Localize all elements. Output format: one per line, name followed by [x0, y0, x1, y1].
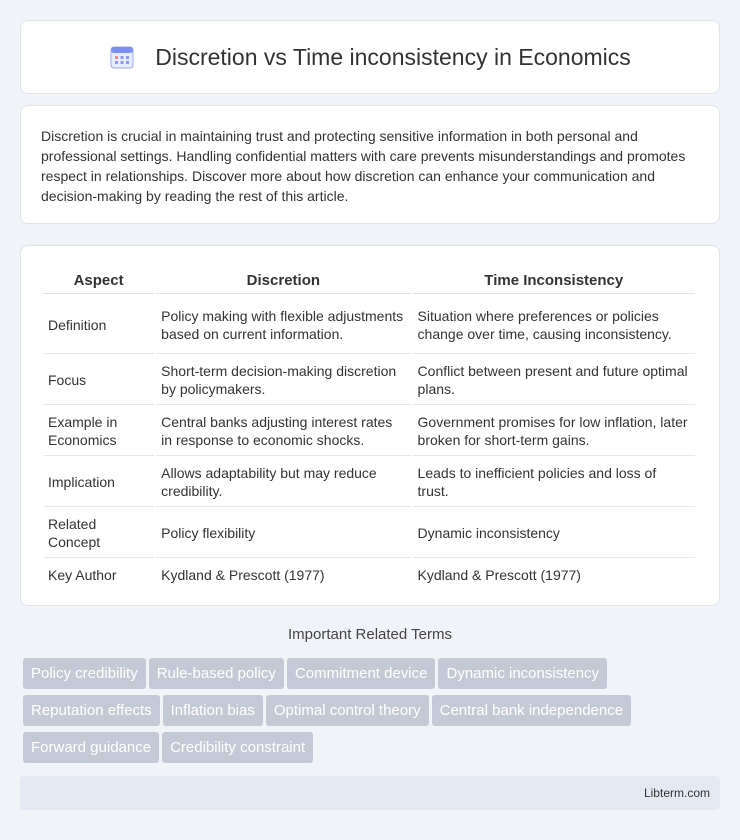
table-cell: Dynamic inconsistency	[413, 509, 695, 558]
table-cell: Situation where preferences or policies change over time, causing inconsistency.	[413, 296, 695, 354]
intro-card	[20, 105, 720, 224]
table-header-discretion: Discretion	[156, 268, 410, 294]
intro-text: Discretion is crucial in maintaining trust and protecting sensitive information in both personal and professional settings. Handling confidential matters with care prevents misunderstandings and promotes respect in relationships. Discover more about how discretion can enhance your communication and decision-making by reading the rest of this article.	[41, 128, 686, 204]
term-tag[interactable]: Reputation effects	[23, 695, 160, 726]
table-cell: Kydland & Prescott (1977)	[417, 567, 581, 583]
table-cell: Implication	[43, 458, 154, 507]
comparison-table	[41, 266, 697, 592]
table-header-row	[43, 268, 695, 294]
header-card	[20, 20, 720, 94]
table-cell: Example in Economics	[43, 407, 154, 456]
table-cell: Allows adaptability but may reduce credibility.	[156, 458, 410, 507]
table-cell: Related Concept	[43, 509, 154, 558]
table-header-time-inconsistency: Time Inconsistency	[413, 268, 695, 294]
table-row	[43, 560, 695, 590]
term-tag[interactable]: Inflation bias	[163, 695, 263, 726]
term-tag[interactable]: Commitment device	[287, 658, 436, 689]
comparison-table-card	[20, 245, 720, 606]
table-cell: Definition	[43, 296, 154, 354]
table-cell: Leads to inefficient policies and loss of trust.	[413, 458, 695, 507]
table-cell: Short-term decision-making discretion by policymakers.	[156, 356, 410, 405]
table-cell: Policy flexibility	[156, 509, 410, 558]
table-header-aspect: Aspect	[43, 268, 154, 294]
term-tag[interactable]: Central bank independence	[432, 695, 631, 726]
table-cell: Focus	[43, 356, 154, 405]
page-title: Discretion vs Time inconsistency in Economics	[155, 43, 631, 70]
term-tag[interactable]: Credibility constraint	[162, 732, 313, 763]
table-row	[43, 407, 695, 456]
table-row	[43, 509, 695, 558]
table-cell: Government promises for low inflation, later broken for short-term gains.	[413, 407, 695, 456]
related-terms-title: Important Related Terms	[288, 626, 452, 643]
footer	[20, 776, 720, 810]
table-cell: Kydland & Prescott (1977)	[161, 567, 325, 583]
table-row	[43, 296, 695, 354]
table-cell: Central banks adjusting interest rates in response to economic shocks.	[156, 407, 410, 456]
calendar-icon	[109, 44, 135, 70]
table-cell: Conflict between present and future optimal plans.	[413, 356, 695, 405]
term-tag[interactable]: Optimal control theory	[266, 695, 429, 726]
footer-site-link[interactable]: Libterm.com	[643, 786, 710, 800]
related-terms-list	[23, 658, 723, 769]
table-cell: Key Author	[48, 567, 117, 583]
term-tag[interactable]: Rule-based policy	[149, 658, 284, 689]
table-cell: Policy making with flexible adjustments based on current information.	[156, 296, 410, 354]
term-tag[interactable]: Policy credibility	[23, 658, 146, 689]
table-row	[43, 458, 695, 507]
term-tag[interactable]: Forward guidance	[23, 732, 159, 763]
table-row	[43, 356, 695, 405]
term-tag[interactable]: Dynamic inconsistency	[438, 658, 607, 689]
